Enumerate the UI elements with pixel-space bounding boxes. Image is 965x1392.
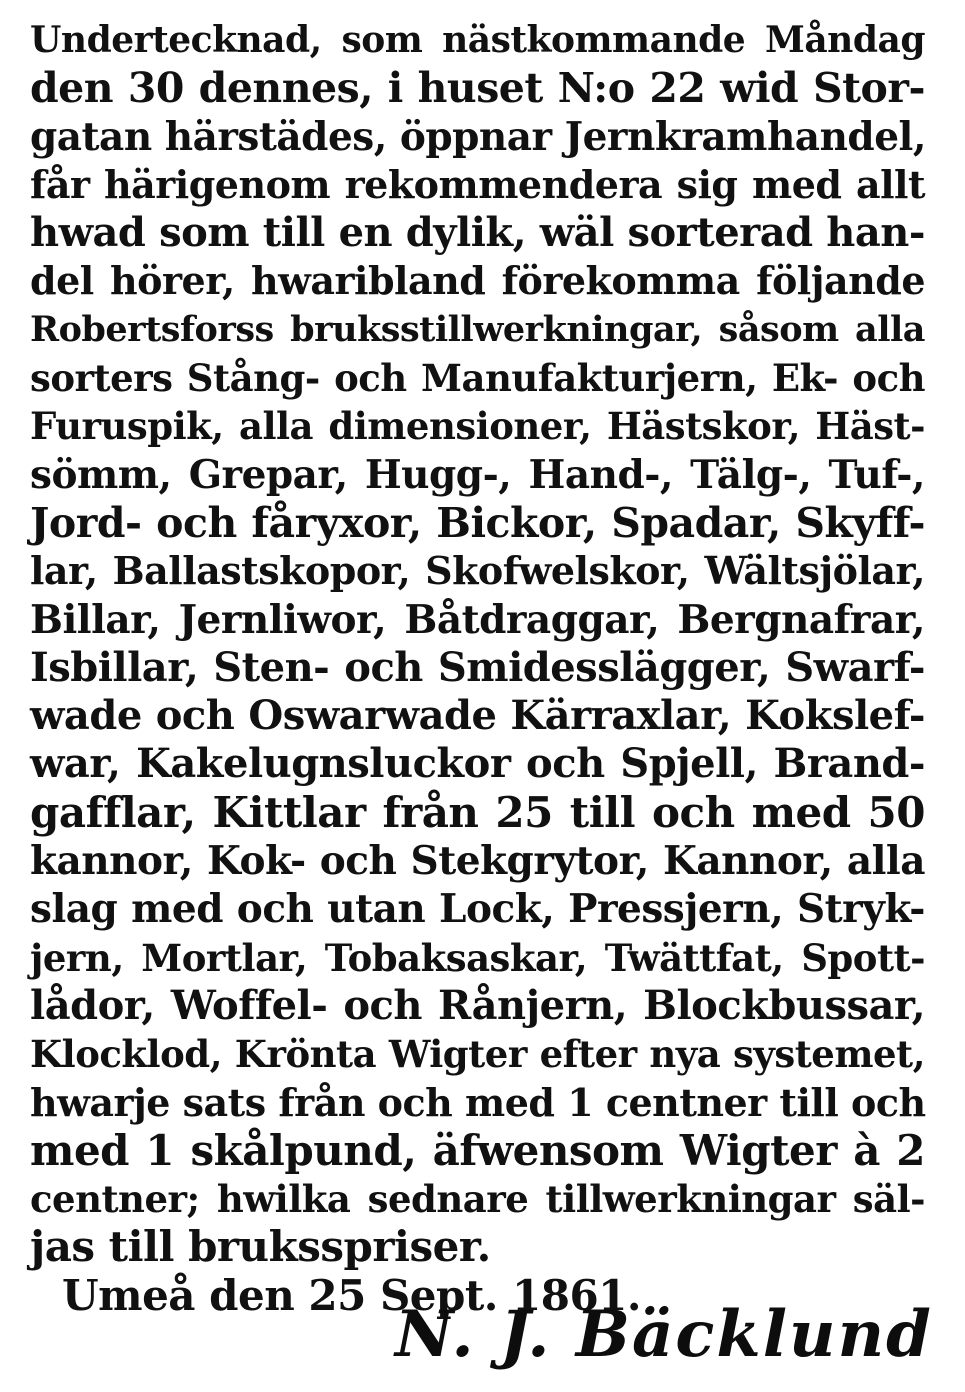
signature: N. J. Bäcklund	[395, 1297, 933, 1372]
notice-line: Isbillar, Sten- och Smidesslägger, Swarf-	[30, 643, 925, 691]
notice-line: hwarje sats från och med 1 centner till och	[30, 1079, 926, 1125]
notice-line: jern, Mortlar, Tobaksaskar, Twättfat, Spott-	[30, 935, 925, 980]
notice-line: hwad som till en dylik, wäl sorterad han-	[30, 209, 925, 257]
notice-line: wade och Oswarwade Kärraxlar, Kokslef-	[30, 692, 925, 740]
notice-line: Furuspik, alla dimensioner, Hästskor, Häst-	[30, 404, 925, 449]
dateline: Umeå den 25 Sept. 1861.	[62, 1270, 642, 1320]
notice-line: war, Kakelugnsluckor och Spjell, Brand-	[30, 740, 925, 788]
notice-line: Billar, Jernliwor, Båtdraggar, Bergnafrar,	[30, 596, 925, 643]
notice-body	[30, 16, 925, 1320]
notice-line: Robertsforss bruksstillwerkningar, såsom alla	[30, 308, 925, 350]
notice-line: sorters Stång- och Manufakturjern, Ek- och	[30, 356, 925, 401]
notice-line: Jord- och fåryxor, Bickor, Spadar, Skyff-	[30, 498, 925, 547]
notice-line: gatan härstädes, öppnar Jernkramhandel,	[30, 113, 926, 160]
notice-line: centner; hwilka sednare tillwerkningar säl-	[30, 1177, 925, 1222]
notice-line: del hörer, hwaribland förekomma följande	[30, 258, 925, 304]
notice-line: med 1 skålpund, äfwensom Wigter à 2	[30, 1125, 925, 1175]
notice-line: kannor, Kok- och Stekgrytor, Kannor, alla	[30, 838, 925, 885]
notice-line: lar, Ballastskopor, Skofwelskor, Wältsjölar,	[30, 548, 925, 594]
notice-line: sömm, Grepar, Hugg-, Hand-, Tälg-, Tuf-,	[30, 451, 925, 498]
notice-line: jas till bruksspriser.	[30, 1222, 491, 1272]
notice-line: lådor, Woffel- och Rånjern, Blockbussar,	[30, 981, 925, 1029]
notice-line: får härigenom rekommendera sig med allt	[30, 161, 925, 207]
notice-line: den 30 dennes, i huset N:o 22 wid Stor-	[30, 64, 925, 113]
notice-line: gafflar, Kittlar från 25 till och med 50	[30, 787, 925, 837]
notice-line: slag med och utan Lock, Pressjern, Stryk-	[30, 886, 925, 933]
notice-line: Undertecknad, som nästkommande Måndag	[30, 19, 925, 61]
notice-line: Klocklod, Krönta Wigter efter nya systemet,	[30, 1032, 925, 1077]
